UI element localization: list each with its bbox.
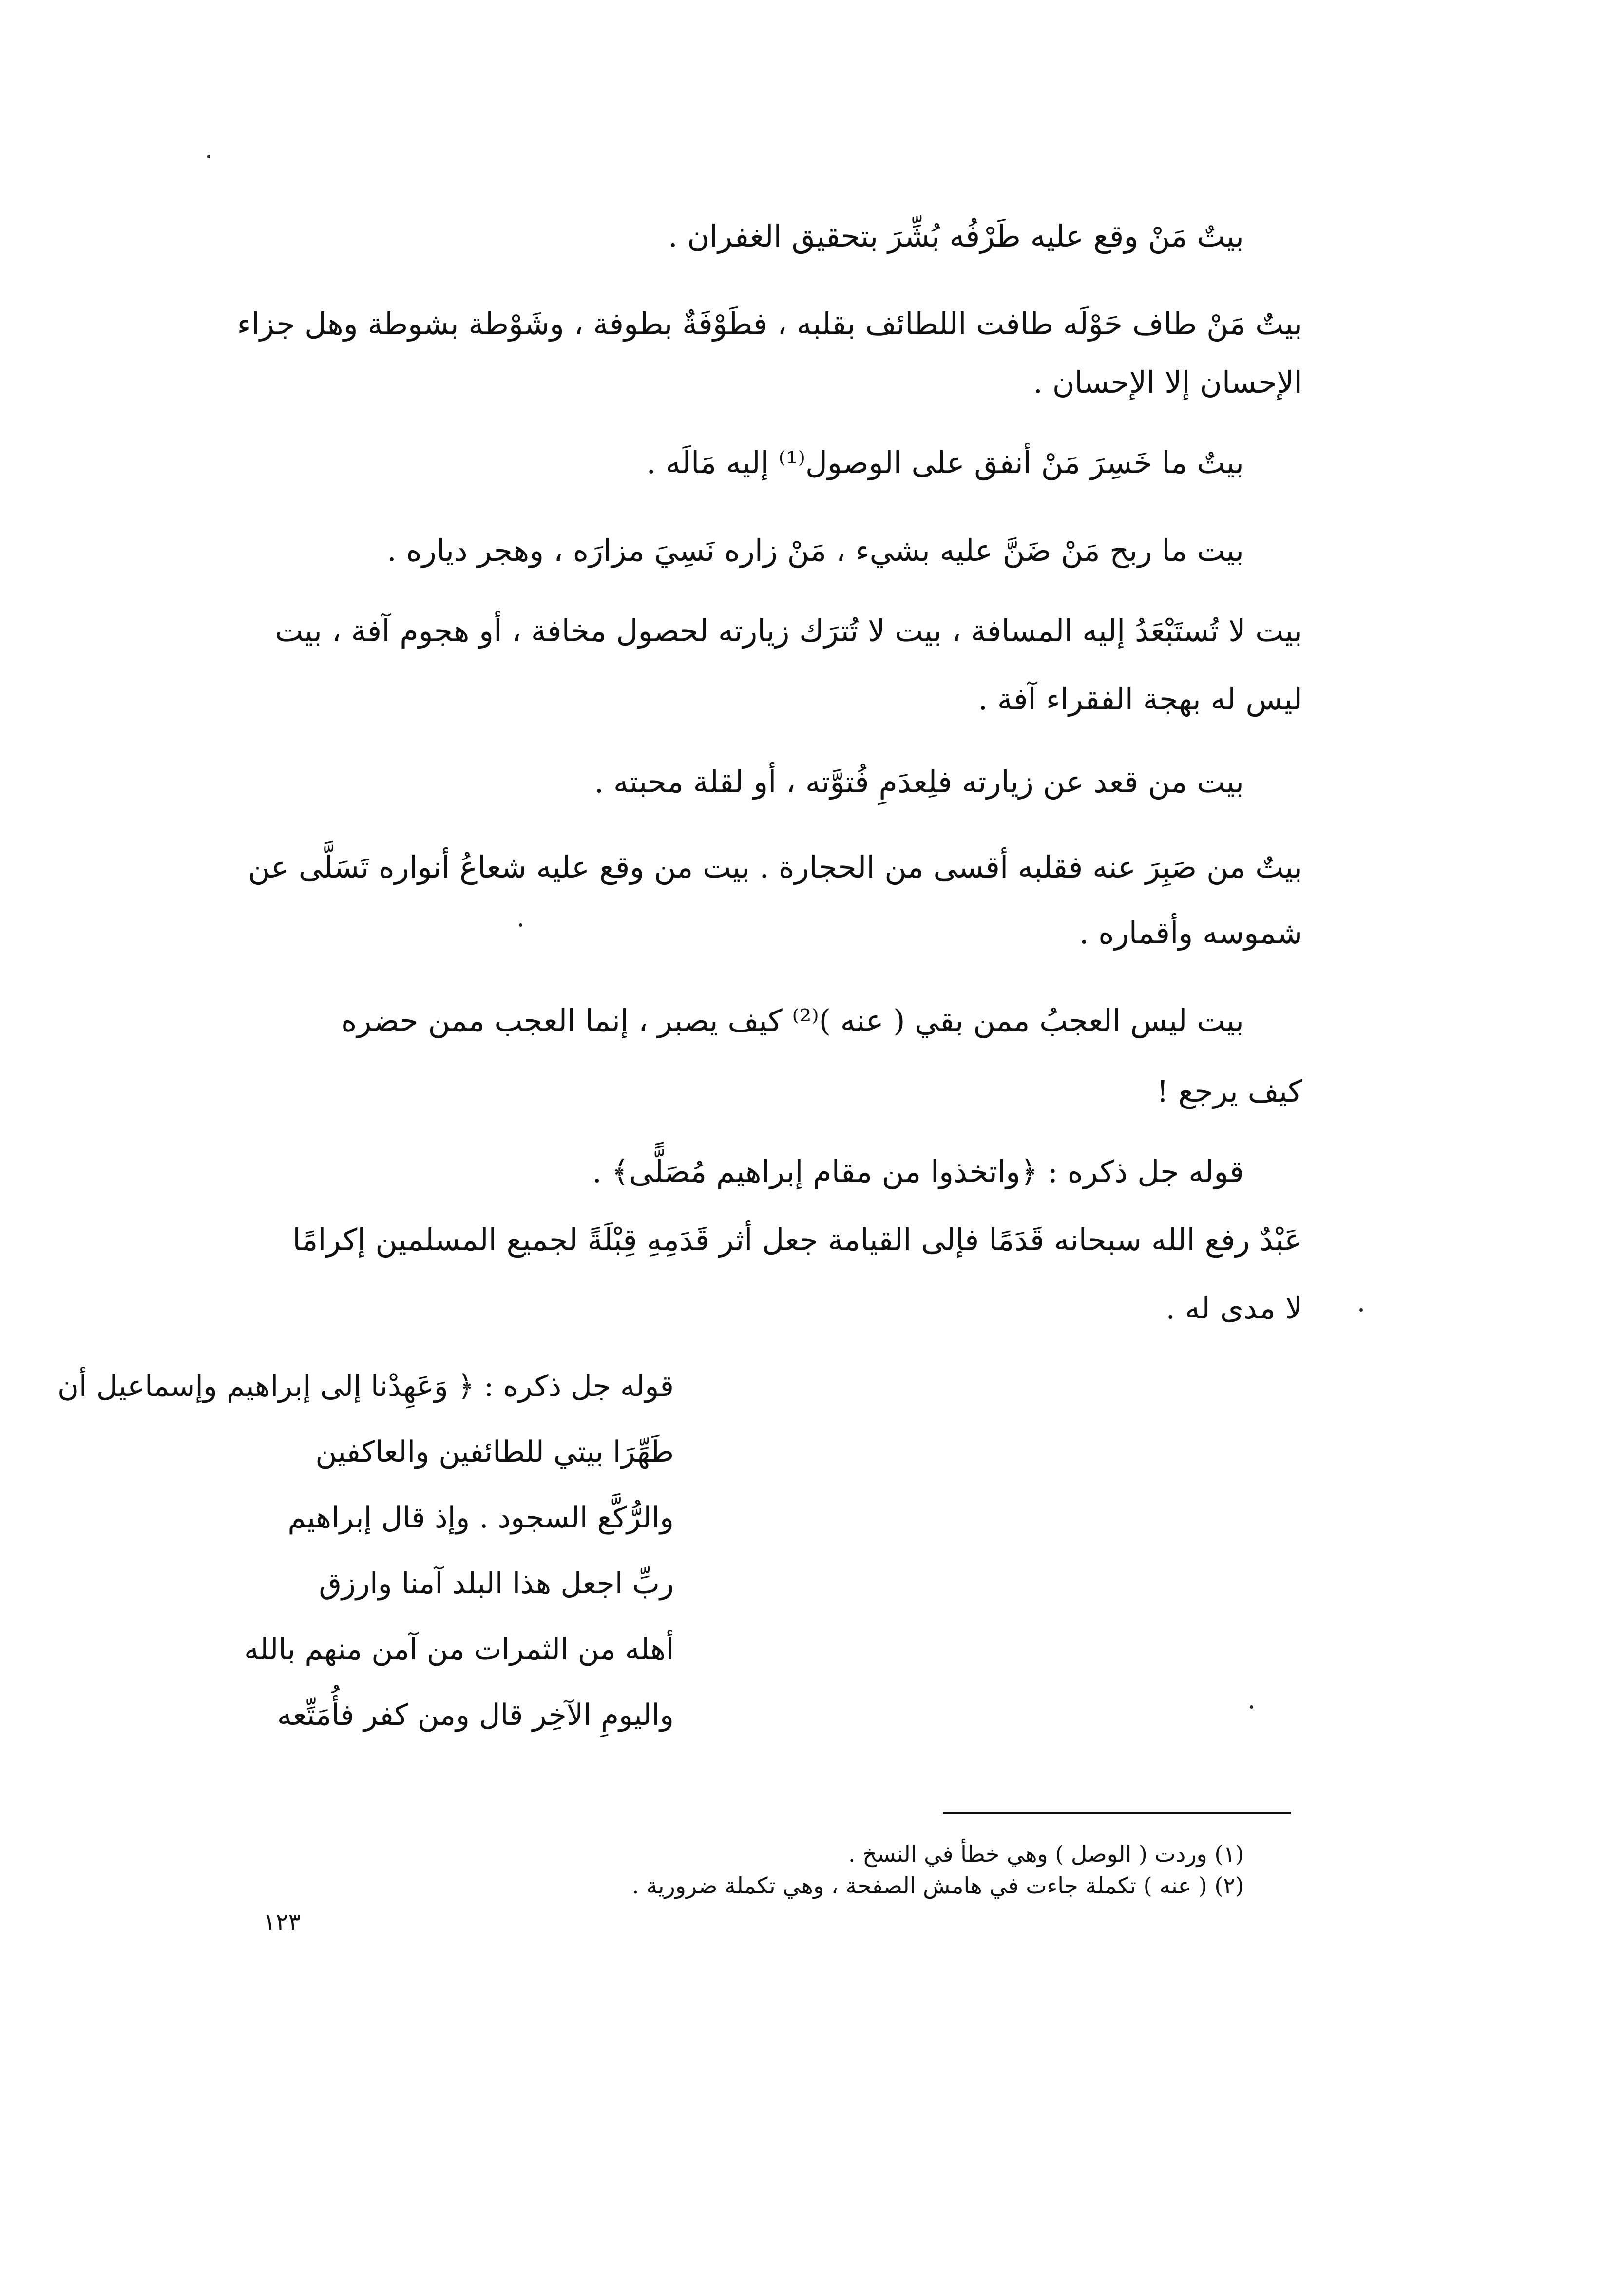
verse-line-4: ربِّ اجعل هذا البلد آمنا وارزق	[319, 1566, 674, 1601]
scan-speck	[519, 923, 522, 927]
text-line-15: لا مدى له .	[1165, 1290, 1302, 1326]
footnote-1: (١) وردت ( الوصل ) وهي خطأ في النسخ .	[848, 1841, 1244, 1867]
verse-line-1: قوله جل ذكره : ﴿ وَعَهِدْنا إلى إبراهيم وإسماعيل أن	[57, 1369, 674, 1403]
text-line-11: بيت ليس العجبُ ممن بقي ( عنه )⁽²⁾ كيف يصبر ، إنما العجب ممن حضره	[341, 1003, 1244, 1038]
verse-line-3: والرُّكَّع السجود . وإذ قال إبراهيم	[287, 1501, 674, 1535]
text-line-12: كيف يرجع !	[1156, 1073, 1302, 1109]
text-line-9: بيتٌ من صَبِرَ عنه فقلبه أقسى من الحجارة . بيت من وقع عليه شعاعُ أنواره تَسَلَّى عن	[248, 849, 1302, 885]
text-line-4: بيتٌ ما خَسِرَ مَنْ أنفق على الوصول⁽¹⁾ إليه مَالَه .	[646, 445, 1244, 480]
footnote-2: (٢) ( عنه ) تكملة جاءت في هامش الصفحة ، وهي تكملة ضرورية .	[631, 1872, 1244, 1899]
text-line-14: عَبْدٌ رفع الله سبحانه قَدَمًا فإلى القيامة جعل أثر قَدَمِهِ قِبْلَةً لجميع المسلمين إكرامًا	[292, 1222, 1302, 1258]
scan-speck	[1250, 1705, 1253, 1709]
text-line-5: بيت ما ربح مَنْ ضَنَّ عليه بشيء ، مَنْ زاره نَسِيَ مزارَه ، وهجر دياره .	[387, 533, 1244, 568]
text-line-6: بيت لا تُستَبْعَدُ إليه المسافة ، بيت لا تُترَك زيارته لحصول مخافة ، أو هجوم آفة ، بيت	[275, 613, 1302, 649]
footnote-separator	[943, 1812, 1291, 1814]
scan-speck	[207, 155, 210, 158]
text-line-10: شموسه وأقماره .	[1079, 915, 1302, 951]
verse-line-5: أهله من الثمرات من آمن منهم بالله	[244, 1632, 674, 1666]
text-line-2: بيتٌ مَنْ طاف حَوْلَه طافت اللطائف بقلبه ، فطَوْفَةٌ بطوفة ، وشَوْطة بشوطة وهل جزاء	[237, 306, 1302, 342]
page-number: ١٢٣	[263, 1909, 301, 1936]
text-line-1: بيتٌ مَنْ وقع عليه طَرْفُه بُشِّرَ بتحقيق الغفران .	[668, 218, 1244, 254]
verse-line-6: واليومِ الآخِر قال ومن كفر فأُمَتِّعه	[277, 1698, 674, 1732]
text-line-13: قوله جل ذكره : ﴿واتخذوا من مقام إبراهيم مُصَلًّى﴾ .	[592, 1154, 1244, 1189]
text-line-8: بيت من قعد عن زيارته فلِعدَمِ فُتوَّته ، أو لقلة محبته .	[594, 764, 1244, 800]
text-line-7: ليس له بهجة الفقراء آفة .	[978, 681, 1302, 717]
scan-speck	[1359, 1308, 1363, 1312]
verse-line-2: طَهِّرَا بيتي للطائفين والعاكفين	[315, 1435, 674, 1469]
text-line-3: الإحسان إلا الإحسان .	[1033, 364, 1302, 400]
